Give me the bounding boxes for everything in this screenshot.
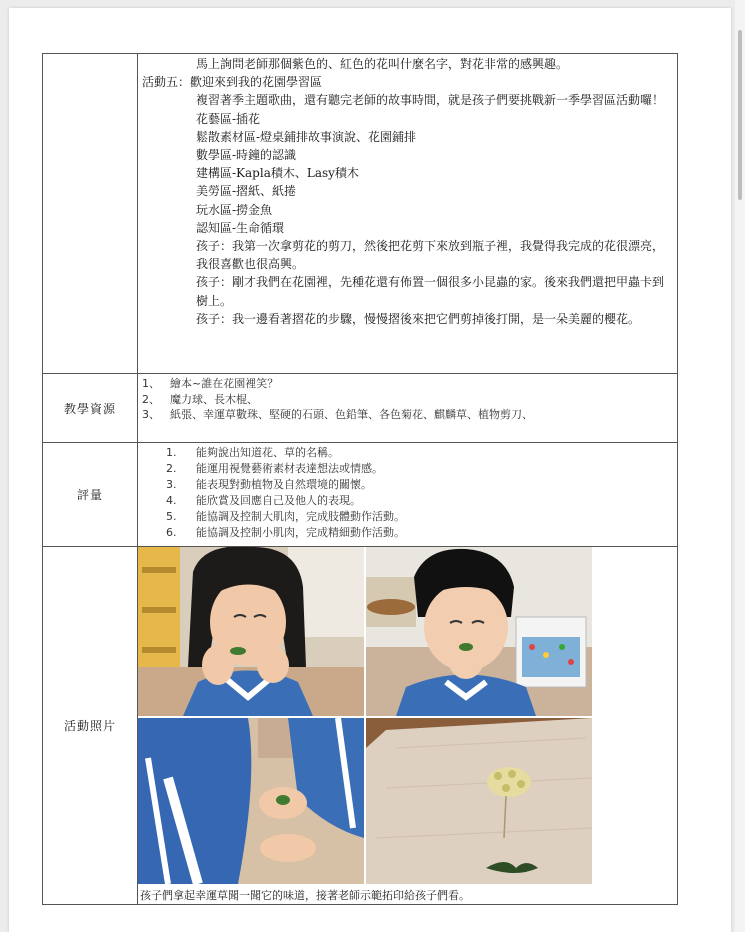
area-item: 美勞區-摺紙、紙捲 [196, 184, 297, 199]
resource-item: 1、 繪本~誰在花園裡笑？ [142, 377, 279, 390]
resources-label: 教學資源 [43, 374, 138, 443]
photo-child-holding-clover [138, 718, 364, 884]
evaluation-item: 2. 能運用視覺藝術素材表達想法或情感。 [166, 462, 383, 475]
photo-clover-rubbing [366, 718, 592, 884]
resource-item: 3、 紙張、幸運草數珠、堅硬的石頭、色鉛筆、各色菊花、麒麟草、植物剪刀、 [142, 408, 533, 421]
area-item: 玩水區-撈金魚 [196, 202, 273, 217]
activity-five-heading: 活動五：歡迎來到我的花園學習區 [142, 75, 323, 90]
area-item: 認知區-生命循環 [196, 220, 285, 235]
scrollbar-thumb[interactable] [738, 30, 742, 200]
area-item: 鬆散素材區-燈桌鋪排故事演說、花園鋪排 [196, 129, 417, 144]
area-item: 花藝區-插花 [196, 111, 261, 126]
photos-label: 活動照片 [43, 547, 138, 905]
evaluation-label: 評量 [43, 443, 138, 547]
child-quote: 孩子：我第一次拿剪花的剪刀，然後把花剪下來放到瓶子裡，我覺得我完成的花很漂亮，我很喜歡也很高興。 [196, 239, 665, 272]
photo-girl-smelling-clover [138, 547, 364, 716]
blank-label-cell [43, 54, 138, 374]
child-quote: 孩子：剛才我們在花園裡，先種花還有佈置一個很多小昆蟲的家。後來我們還把甲蟲卡到樹上。 [196, 275, 665, 308]
area-item: 數學區-時鐘的認識 [196, 148, 297, 163]
activity-cell [138, 54, 678, 374]
evaluation-item: 4. 能欣賞及回應自己及他人的表現。 [166, 494, 361, 507]
photo-boy-smelling-clover [366, 547, 592, 716]
evaluation-cell [138, 443, 678, 547]
photo-caption: 孩子們拿起幸運草聞一聞它的味道，接著老師示範拓印給孩子們看。 [140, 889, 470, 902]
area-item: 建構區-Kapla積木、Lasy積木 [196, 166, 359, 181]
evaluation-item: 5. 能協調及控制大肌肉，完成肢體動作活動。 [166, 510, 405, 523]
resources-cell [138, 374, 678, 443]
child-quote: 孩子：我一邊看著摺花的步驟，慢慢摺後來把它們剪掉後打開，是一朵美麗的櫻花。 [196, 311, 641, 326]
evaluation-item: 3. 能表現對動植物及自然環境的關懷。 [166, 478, 372, 491]
resource-item: 2、 魔力球、長木棍、 [142, 392, 258, 406]
lesson-table [42, 53, 678, 905]
evaluation-item: 6. 能協調及控制小肌肉，完成精細動作活動。 [166, 526, 405, 539]
evaluation-item: 1. 能夠說出知道花、草的名稱。 [166, 446, 339, 459]
photos-cell [138, 547, 678, 905]
activity-line: 馬上詢問老師那個紫色的、紅色的花叫什麼名字，對花非常的感興趣。 [196, 57, 569, 71]
activity-paragraph: 複習著季主題歌曲，還有聽完老師的故事時間，就是孩子們要挑戰新一季學習區活動囉！ [196, 93, 665, 108]
